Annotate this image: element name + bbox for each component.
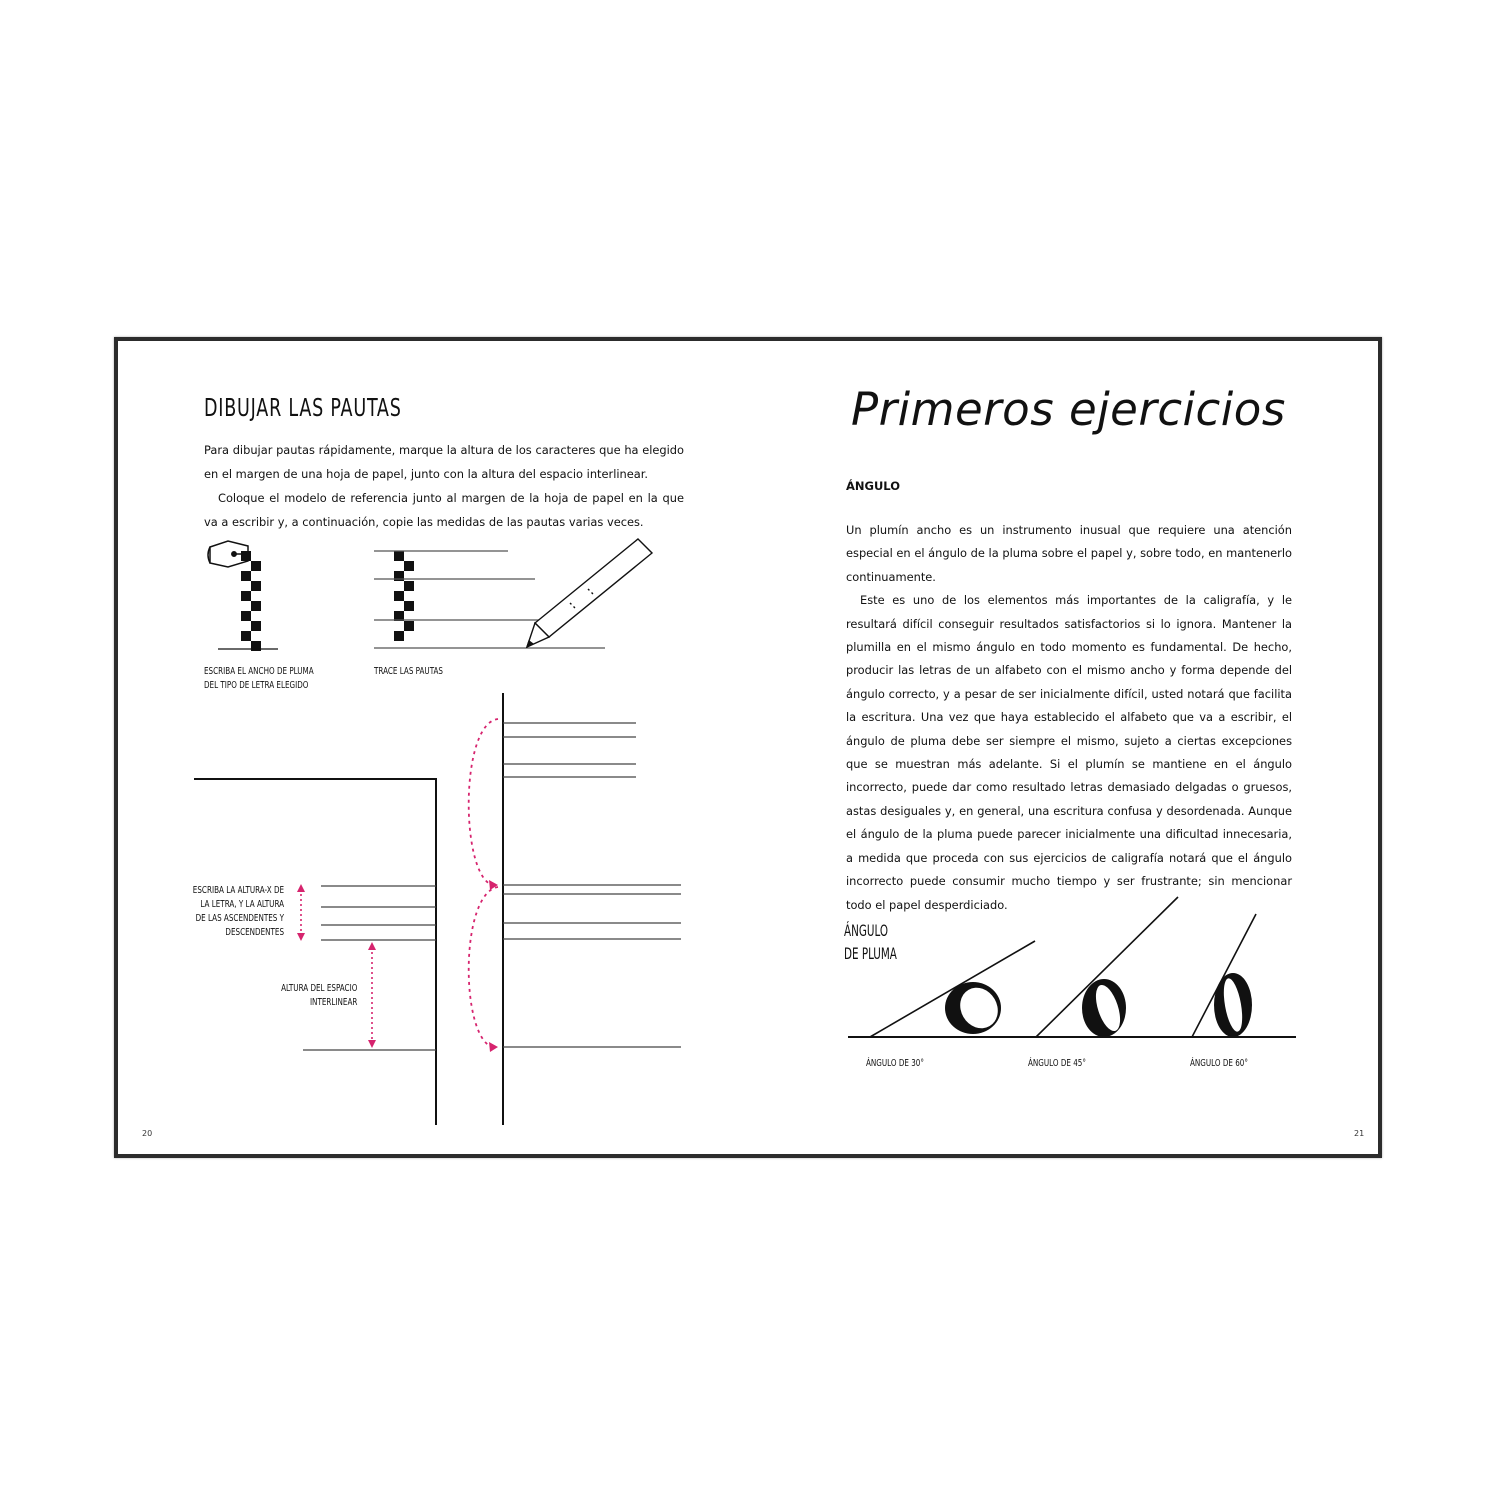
angle-label-45: ÁNGULO DE 45° <box>1028 1058 1086 1069</box>
caption-pen-width: ESCRIBA EL ANCHO DE PLUMA DEL TIPO DE LETRA ELEGIDO <box>204 666 314 691</box>
left-paragraph-1: Para dibujar pautas rápidamente, marque la altura de los caracteres que ha elegido en el margen de una hoja de papel, junto con la altura del espacio interlinear. <box>204 443 684 481</box>
right-page-body <box>846 519 1292 917</box>
caption-x-height: ESCRIBA LA ALTURA-X DE LA LETRA, Y LA ALTURA DE LAS ASCENDENTES Y DESCENDENTES <box>192 885 284 938</box>
pencil-icon <box>527 539 652 647</box>
right-paragraph-1: Un plumín ancho es un instrumento inusual que requiere una atención especial en el ángulo de la pluma sobre el papel y, sobre todo, en mantenerlo continuamente. <box>846 523 1292 584</box>
x-height-arrowheads <box>297 884 305 941</box>
section-heading: ÁNGULO <box>846 479 900 493</box>
transfer-arrowheads <box>489 880 498 1052</box>
angle-label-60: ÁNGULO DE 60° <box>1190 1058 1248 1069</box>
right-page-number: 21 <box>1354 1129 1365 1138</box>
reference-sheet <box>194 779 436 1125</box>
angle-label-30: ÁNGULO DE 30° <box>866 1058 924 1069</box>
caption-interline: ALTURA DEL ESPACIO INTERLINEAR <box>280 983 357 1008</box>
trace-ladder <box>394 551 414 641</box>
angle-letter-o-60 <box>1214 973 1252 1037</box>
left-page-number: 20 <box>142 1129 153 1138</box>
angle-lines <box>870 897 1256 1037</box>
right-page-title: Primeros ejercicios <box>851 383 1286 436</box>
pen-width-ladder <box>241 551 261 651</box>
left-page-title: DIBUJAR LAS PAUTAS <box>204 393 402 422</box>
figure-heading: ÁNGULO DE PLUMA <box>844 921 897 963</box>
copied-guidelines-top <box>503 723 636 777</box>
right-paragraph-2: Este es uno de los elementos más importantes de la caligrafía, y le resultará difícil conseguir resultados satisfactorios si lo ignora. Mantener la plumilla en el mismo ángulo en todo momento es fundamental. De hecho, producir las letras de un alfabeto con el mismo ancho y forma depende del ángulo correcto, y a pesar de ser inicialmente difícil, usted notará que facilita la escritura. Una vez que haya establecido el alfabeto que va a escribir, el ángulo de pluma debe ser siempre el mismo, sujeto a ciertas excepciones que se muestran más adelante. Si el plumín se mantiene en el ángulo incorrecto, puede dar como resultado letras demasiado delgadas o gruesos, astas desiguales y, en general, una escritura confusa y desordenada. Aunque el ángulo de la pluma puede parecer inicialmente una dificultad innecesaria, a medida que proceda con sus ejercicios de caligrafía notará que el ángulo incorrecto puede consumir mucho tiempo y ser frustrante; sin mencionar todo el papel desperdiciado. <box>846 593 1292 912</box>
copied-guidelines-bottom <box>503 885 681 1047</box>
caption-trace: TRACE LAS PAUTAS <box>374 666 443 677</box>
book-spread <box>114 337 1382 1158</box>
angle-letter-o-30 <box>945 981 1005 1035</box>
reference-guidelines <box>303 886 436 1050</box>
angle-letter-o-45 <box>1082 979 1126 1037</box>
left-paragraph-2: Coloque el modelo de referencia junto al margen de la hoja de papel en la que va a escribir y, a continuación, copie las medidas de las pautas varias veces. <box>204 491 684 529</box>
